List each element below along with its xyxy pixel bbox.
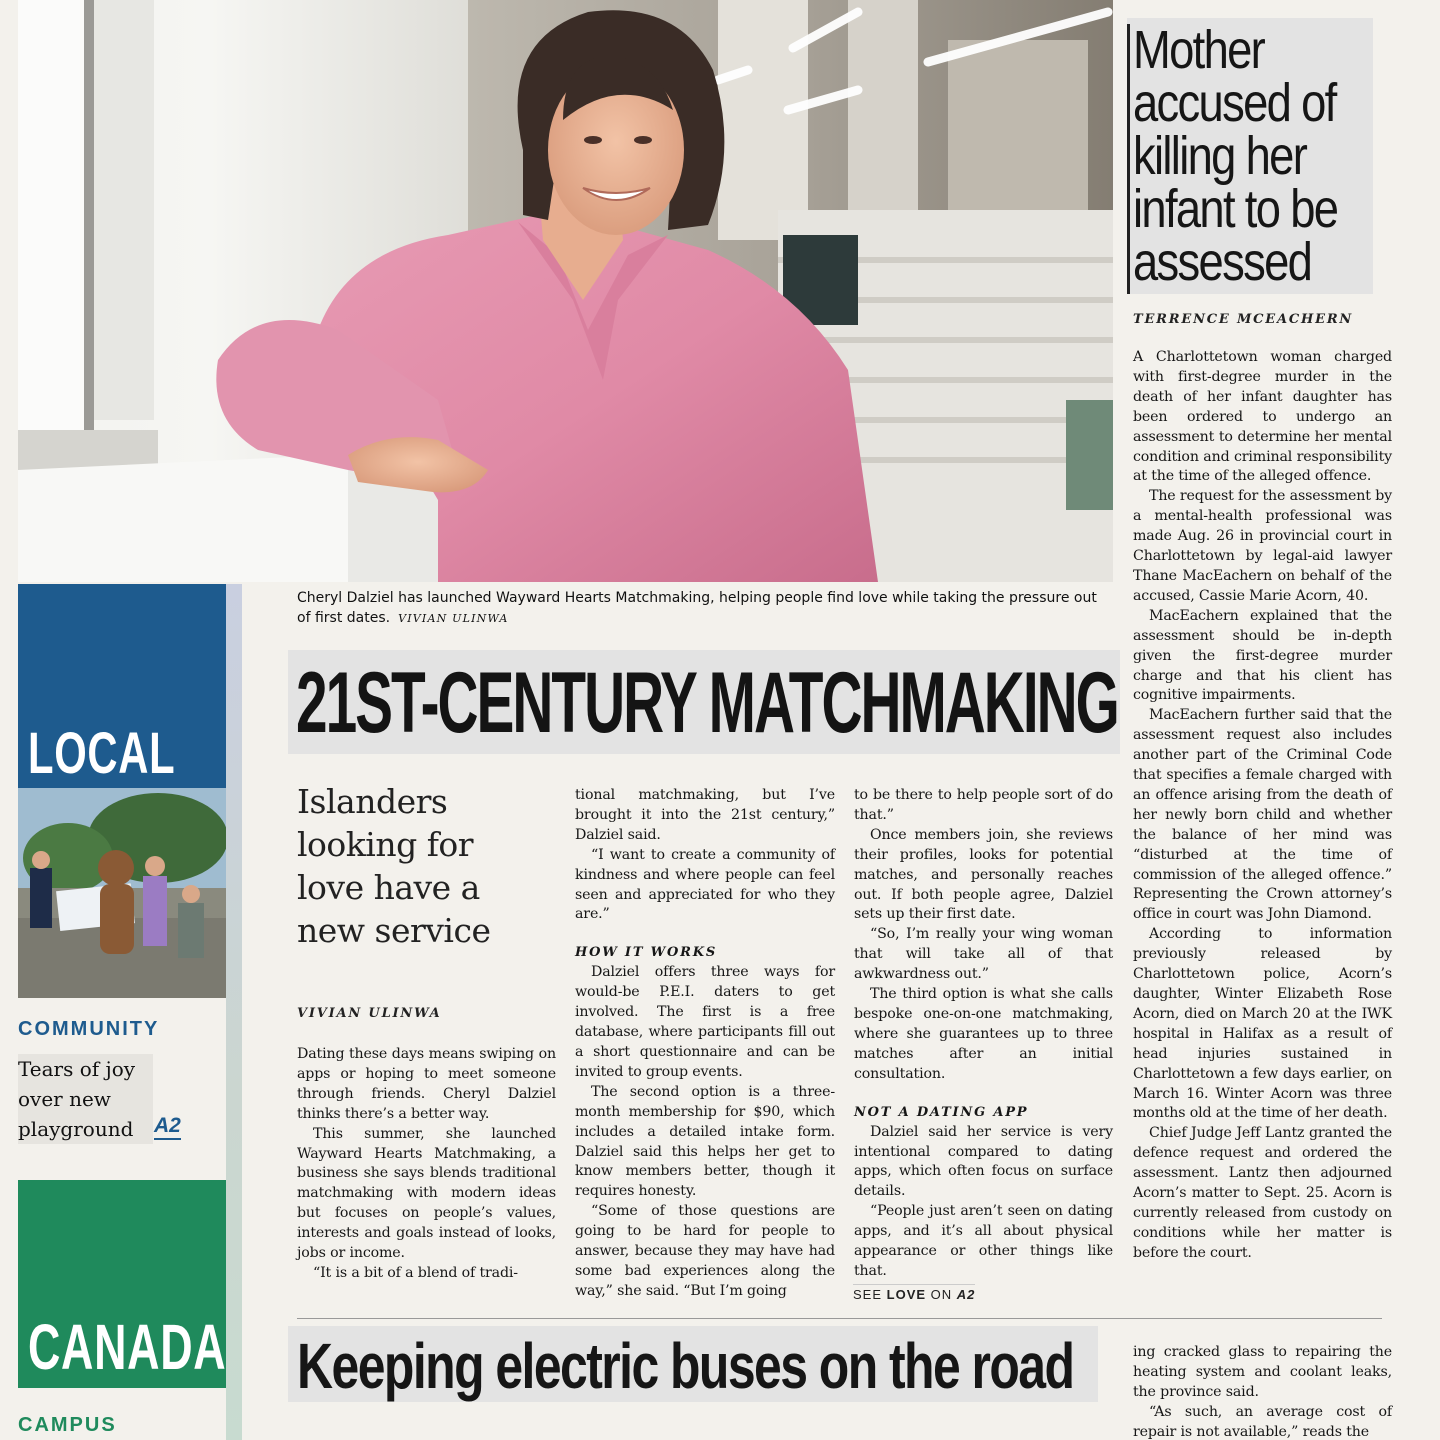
paragraph: Once members join, she reviews their profiles, looks for potential matches, and personally reaches out. If both people agree, Dalziel sets up their first date. [854, 826, 1113, 923]
community-kicker: COMMUNITY [18, 1018, 160, 1040]
sidebar-stripe [226, 584, 242, 1440]
community-teaser[interactable]: Tears of joy over new playground [18, 1054, 153, 1144]
campus-kicker: CAMPUS [18, 1414, 117, 1436]
paragraph: “I want to create a community of kindness and where people can feel seen and appreciated for who they are.” [575, 846, 835, 923]
photo-credit: VIVIAN ULINWA [398, 612, 509, 625]
jump-keyword: LOVE [886, 1287, 927, 1302]
paragraph: “It is a bit of a blend of tradi- [313, 1264, 518, 1281]
paragraph: This summer, she launched Wayward Hearts Matchmaking, a business she says blends traditional matchmaking with modern ideas but focuses on people’s values, interests and goals instead of looks, jobs or income. [297, 1125, 556, 1262]
paragraph: Chief Judge Jeff Lantz granted the defence request and ordered the assessment. Lantz then adjourned Acorn’s matter to Sept. 25. Acorn is currently released from custody on conditions while her matter is before the court. [1133, 1125, 1392, 1261]
paragraph: “People just aren’t seen on dating apps, and it’s all about physical appearance or other things like that. [854, 1203, 1113, 1279]
paragraph: The second option is a three-month membership for $90, which includes a detailed intake form. Dalziel said this helps her get to know members better, though it requires honesty. [575, 1083, 835, 1200]
paragraph: A Charlottetown woman charged with first-degree murder in the death of her infant daughter has been ordered to undergo an assessment to determine her mental condition and criminal responsibility at the time of the alleged offence. [1133, 349, 1392, 485]
paragraph: to be there to help people sort of do that.” [854, 787, 1113, 823]
canada-section-block[interactable] [18, 1180, 226, 1388]
photo-caption [297, 588, 1113, 629]
paragraph: tional matchmaking, but I’ve brought it into the 21st century,” Dalziel said. [575, 787, 835, 843]
community-page-ref[interactable]: A2 [154, 1114, 181, 1140]
section-sidebar [18, 584, 228, 1440]
paragraph: “As such, an average cost of repair is not available,” reads the [1133, 1403, 1392, 1440]
subhead-not-a-dating-app: NOT A DATING APP [854, 1104, 1029, 1120]
bottom-divider [297, 1318, 1382, 1319]
main-column-2 [575, 786, 835, 1302]
paragraph: Dalziel offers three ways for would-be P.E.I. daters to get involved. The first is a free database, where participants fill out a short questionnaire and can be invited to group events. [575, 964, 835, 1080]
local-section-label: LOCAL [28, 721, 176, 786]
photo-illustration [18, 0, 1113, 582]
paragraph: Dating these days means swiping on apps or hoping to meet someone through friends. Cheryl Dalziel thinks there’s a better way. [297, 1046, 556, 1122]
bottom-headline: Keeping electric buses on the road [297, 1330, 1074, 1402]
paragraph: The third option is what she calls bespoke one-on-one matchmaking, where she guarantees up to three matches after an initial consultation. [854, 986, 1113, 1082]
jump-reference[interactable] [853, 1284, 975, 1302]
local-section-block[interactable] [18, 584, 226, 788]
jump-see: SEE [853, 1287, 883, 1302]
main-deck: Islanders looking for love have a new service [297, 782, 491, 950]
main-column-3 [854, 786, 1113, 1282]
main-headline: 21ST-CENTURY MATCHMAKING [296, 655, 1118, 751]
main-column-1 [297, 1045, 556, 1284]
right-byline: TERRENCE MCEACHERN [1133, 312, 1354, 327]
right-headline: Mother accused of killing her infant to be assessed [1133, 20, 1338, 292]
paragraph: ing cracked glass to repairing the heating system and coolant leaks, the province said. [1133, 1344, 1392, 1400]
bottom-column [1133, 1343, 1392, 1440]
paragraph: Dalziel said her service is very intentional compared to dating apps, which often focus on surface details. [854, 1123, 1113, 1200]
jump-page: A2 [956, 1287, 976, 1302]
paragraph: “Some of those questions are going to be hard for people to answer, because they may have had some bad experiences along the way,” she said. “But I’m going [575, 1203, 835, 1299]
subhead-how-it-works: HOW IT WORKS [575, 945, 718, 961]
lead-photo [18, 0, 1113, 582]
paragraph: MacEachern explained that the assessment should be in-depth given the first-degree murder charge and that his client has cognitive impairments. [1133, 607, 1392, 704]
jump-on: ON [930, 1287, 953, 1302]
paragraph: MacEachern further said that the assessment request also includes another part of the Criminal Code that specifies a female charged with an offence arising from the death of her newly born child and whether the balance of her mind was “disturbed at the time of commission of the alleged offence.” Representing the Crown attorney’s office in court was John Diamond. [1133, 707, 1392, 923]
main-byline: VIVIAN ULINWA [297, 1006, 442, 1021]
caption-text: Cheryl Dalziel has launched Wayward Hearts Matchmaking, helping people find love while taking the pressure out of first dates. [297, 590, 1097, 626]
right-column [1133, 348, 1392, 1264]
paragraph: According to information previously released by Charlottetown police, Acorn’s daughter, Winter Elizabeth Rose Acorn, died on March 20 at the IWK hospital in Halifax as a result of head injuries sustained in Charlottetown a few days earlier, on March 16. Winter Acorn was three months old at the time of her death. [1133, 926, 1392, 1122]
paragraph: “So, I’m really your wing woman that will take all of that awkwardness out.” [854, 926, 1113, 983]
canada-section-label: CANADA [28, 1311, 227, 1383]
community-thumbnail[interactable] [18, 788, 226, 998]
right-headline-rule [1127, 24, 1130, 294]
community-photo [18, 788, 226, 998]
paragraph: The request for the assessment by a mental-health professional was made Aug. 26 in provincial court in Charlottetown by legal-aid lawyer Thane MacEachern on behalf of the accused, Cassie Marie Acorn, 40. [1133, 488, 1392, 604]
